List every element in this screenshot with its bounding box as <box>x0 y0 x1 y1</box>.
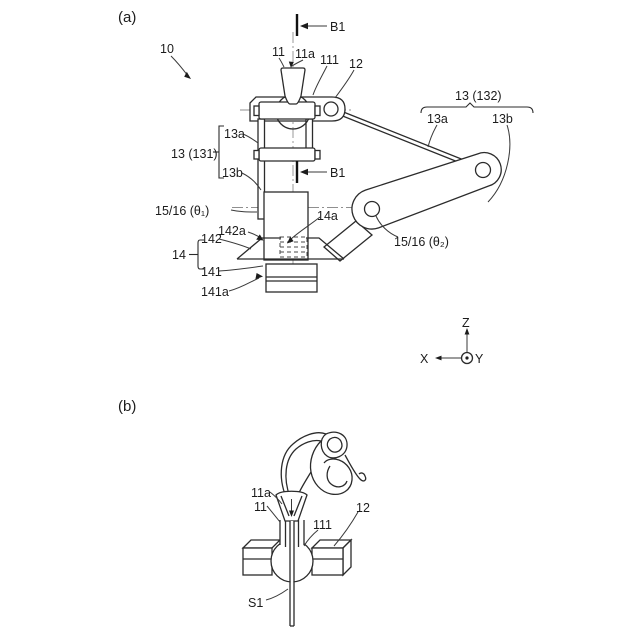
label-axis-y: Y <box>475 352 484 366</box>
label-ref-10: 10 <box>160 42 174 56</box>
label-ref-142a: 142a <box>218 224 246 238</box>
roller-top <box>259 102 315 119</box>
section-mark-b1-bottom <box>297 161 327 183</box>
label-group-13-132: 13 (132) <box>455 89 502 103</box>
label-b-ref-11a: 11a <box>251 486 271 500</box>
label-ref-11a: 11a <box>295 47 315 61</box>
label-ref-11: 11 <box>272 45 285 59</box>
x-axis-arrowhead <box>435 356 442 361</box>
label-b-ref-11: 11 <box>254 500 267 514</box>
roller-bottom <box>259 148 315 161</box>
label-axis-x: X <box>420 352 429 366</box>
label-ref-141: 141 <box>201 265 222 279</box>
leader-141 <box>219 266 263 271</box>
leader-141a <box>229 278 259 291</box>
arrowhead-141a <box>255 273 263 279</box>
leader-142 <box>219 239 251 249</box>
y-axis-origin-dot <box>465 356 468 359</box>
leader-13a-right <box>428 125 437 147</box>
label-ref-14a: 14a <box>317 209 338 223</box>
leader-s1 <box>266 589 288 600</box>
leader-10 <box>171 56 188 76</box>
label-ref-13b-left: 13b <box>222 166 243 180</box>
label-b-ref-111: 111 <box>313 518 333 532</box>
label-b1-top: B1 <box>330 20 346 34</box>
funnel-11a <box>276 491 307 521</box>
label-ref-14: 14 <box>172 248 186 262</box>
label-ref-13b-right: 13b <box>492 112 513 126</box>
label-ref-13a-left: 13a <box>224 127 245 141</box>
leader-b-11 <box>267 506 280 522</box>
label-b-ref-12: 12 <box>356 501 370 515</box>
clamp-block-right <box>312 540 351 575</box>
label-group-13-131: 13 (131) <box>171 147 218 161</box>
coordinate-axes <box>435 328 473 364</box>
label-ref-12: 12 <box>349 57 363 71</box>
leader-11 <box>279 58 284 67</box>
figure-b <box>118 398 370 626</box>
label-ref-142: 142 <box>201 232 222 246</box>
label-axis-z: Z <box>462 316 470 330</box>
label-ratio-theta1: 15/16 (θ₁) <box>155 204 210 218</box>
leader-111 <box>313 66 327 95</box>
roller-top-cap-left <box>254 106 259 116</box>
roller-bottom-cap-right <box>315 151 320 160</box>
label-b1-bottom: B1 <box>330 166 346 180</box>
label-ref-13a-right: 13a <box>427 112 448 126</box>
label-figure-a-tag: (a) <box>118 9 137 26</box>
label-ratio-theta2: 15/16 (θ₂) <box>394 235 449 249</box>
section-mark-b1-top <box>297 14 327 36</box>
roller-bottom-cap-left <box>254 151 259 160</box>
leader-ratio-theta1 <box>231 210 257 212</box>
guide-rail-right <box>306 119 313 149</box>
label-ref-s1: S1 <box>248 596 264 610</box>
label-figure-b-tag: (b) <box>118 398 137 415</box>
fiber-s1 <box>290 521 294 626</box>
figure-a <box>118 9 533 366</box>
container-141 <box>266 264 317 292</box>
leader-12 <box>335 70 354 98</box>
label-ref-141a: 141a <box>201 285 229 299</box>
label-ref-111: 111 <box>320 53 340 67</box>
fiber-loop <box>281 432 365 497</box>
roller-top-cap-right <box>315 106 320 116</box>
leader-13a-left <box>243 134 258 143</box>
support-column <box>264 192 308 260</box>
